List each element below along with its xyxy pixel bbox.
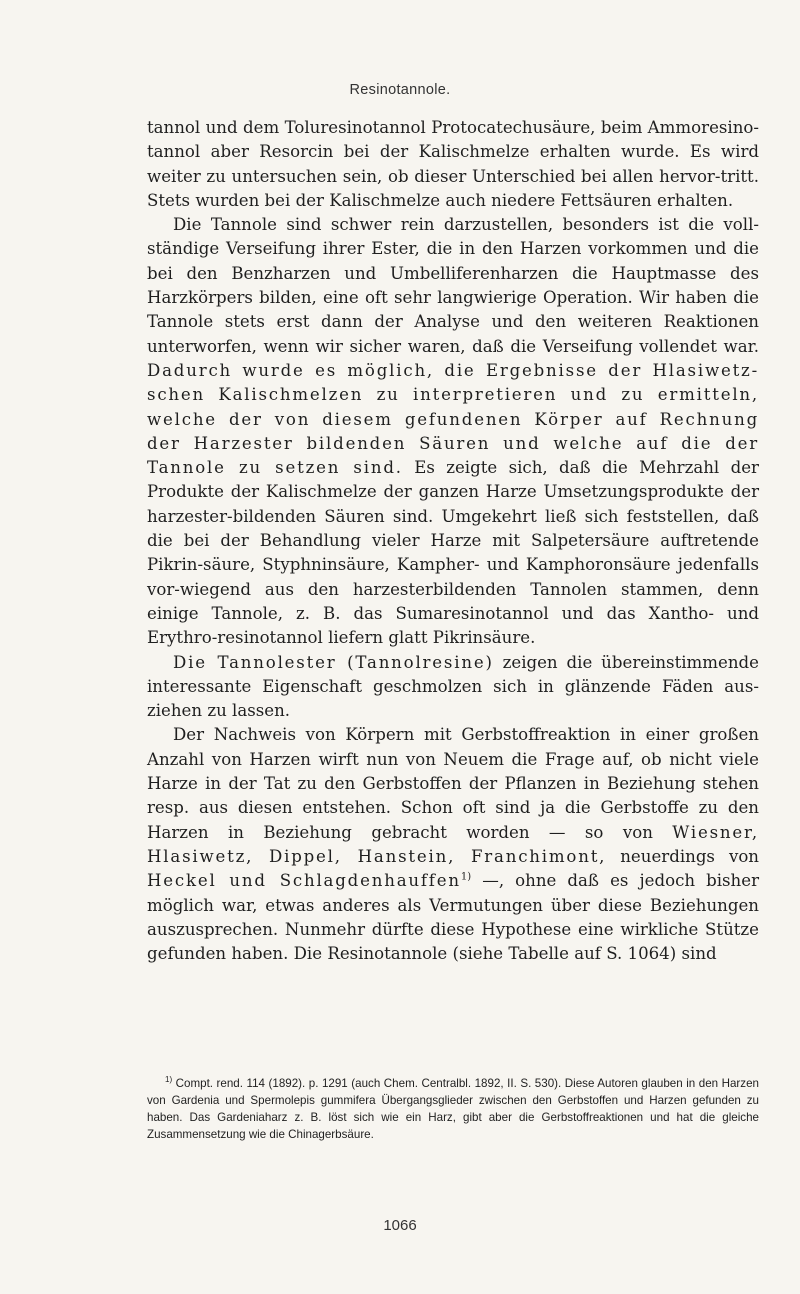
- page-number: 1066: [383, 1217, 417, 1234]
- author-names: Wiesner, Hlasiwetz, Dippel, Hanstein, Franchimont,: [147, 822, 759, 866]
- text-segment: Es zeigte sich, daß die Mehrzahl der Produkte der Kalischmelze der ganzen Harze Umsetzungsprodukte der harzester-bildenden Säuren sind. Umgekehrt ließ sich feststellen, daß die bei der Behandlung vieler Harze mit Salpetersäure auftretende Pikrin-säure, Styphninsäure, Kampher- und Kamphoronsäure jedenfalls vor-wiegend aus den harzesterbildenden Tannolen stammen, denn einige Tannole, z. B. das Sumaresinotannol und das Xantho- und Erythro-resinotannol liefern glatt Pikrinsäure.: [147, 458, 759, 648]
- text-segment: —, ohne daß es jedoch bisher möglich war, etwas anderes als Vermutungen über diese Beziehungen auszusprechen. Nunmehr dürfte diese Hypothese eine wirkliche Stütze gefunden haben. Die Resinotannole (siehe Tabelle auf S. 1064) sind: [147, 871, 759, 964]
- footnote-reference: 1): [460, 871, 472, 883]
- footnote-text: Compt. rend. 114 (1892). p. 1291 (auch Chem. Centralbl. 1892, II. S. 530). Diese Autoren glauben in den Harzen von Gardenia und Spermolepis gummifera Übergangsglieder zwischen den Gerbstoffen und Harzen gefunden zu haben. Das Gardeniaharz z. B. löst sich wie ein Harz, gibt aber die Gerbstoffreaktionen und hat die gleiche Zusammensetzung wie die Chinagerbsäure.: [147, 1076, 759, 1142]
- text-segment: zeigen die übereinstimmende interessante Eigenschaft geschmolzen sich in glänzende Fäden aus-ziehen zu lassen.: [147, 652, 759, 721]
- paragraph-tannole-verseifung: [147, 213, 759, 650]
- author-names: Heckel und Schlagdenhauffen: [147, 871, 461, 891]
- paragraph-continuation: tannol und dem Toluresinotannol Protocatechusäure, beim Ammoresino-tannol aber Resorcin bei der Kalischmelze erhalten wurde. Es wird weiter zu untersuchen sein, ob dieser Unterschied bei allen hervor-tritt. Stets wurden bei der Kalischmelze auch niedere Fettsäuren erhalten.: [147, 118, 759, 210]
- emphasized-term: Die Tannolester (Tannolresine): [173, 652, 494, 672]
- text-segment: neuerdings von: [620, 846, 759, 866]
- footnotes: [147, 1071, 759, 1143]
- paragraph-tannolester: [147, 651, 759, 724]
- running-title: Resinotannole.: [349, 82, 451, 98]
- footnote: [147, 1071, 759, 1143]
- text-segment: Die Tannole sind schwer rein darzustellen, besonders ist die voll-ständige Verseifung ihrer Ester, die in den Harzen vorkommen und die bei den Benzharzen und Umbelliferenharzen die Hauptmasse des Harzkörpers bilden, eine oft sehr langwierige Operation. Wir haben die Tannole stets erst dann der Analyse und den weiteren Reaktionen unterworfen, wenn wir sicher waren, daß die Verseifung vollendet war.: [147, 215, 759, 356]
- text-segment: Der Nachweis von Körpern mit Gerbstoffreaktion in einer großen Anzahl von Harzen wirft nun von Neuem die Frage auf, ob nicht viele Harze in der Tat zu den Gerbstoffen der Pflanzen in Beziehung stehen resp. aus diesen entstehen. Schon oft sind ja die Gerbstoffe zu den Harzen in Beziehung gebracht worden — so von: [147, 725, 759, 842]
- body-text: [147, 116, 759, 966]
- emphasized-text: Dadurch wurde es möglich, die Ergebnisse der Hlasiwetz-schen Kalischmelzen zu interpretieren und zu ermitteln, welche der von diesem gefundenen Körper auf Rechnung der Harzester bildenden Säuren und welche auf die der Tannole zu setzen sind.: [147, 360, 759, 478]
- footnote-marker: 1): [165, 1075, 173, 1084]
- paragraph-gerbstoffe: [147, 723, 759, 966]
